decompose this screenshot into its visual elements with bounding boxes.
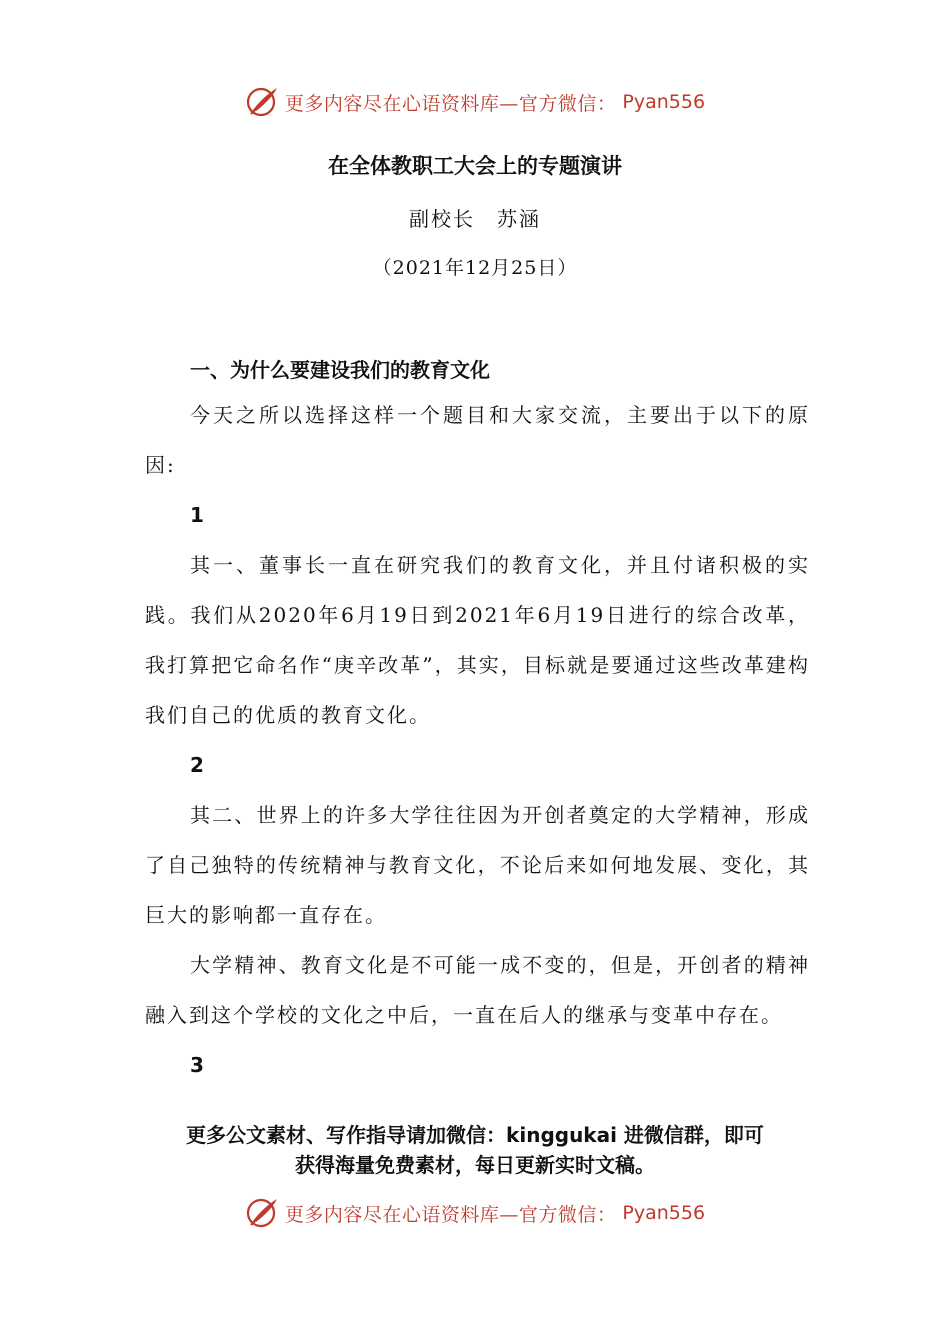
quill-pen-logo-icon: [245, 84, 281, 120]
promo-line-1: 更多公文素材、写作指导请加微信：kinggukai 进微信群，即可: [186, 1123, 764, 1147]
paragraph: 其二、世界上的许多大学往往因为开创者奠定的大学精神，形成了自己独特的传统精神与教育文化，不论后来如何地发展、变化，其巨大的影响都一直存在。: [145, 803, 810, 927]
header-watermark: [0, 82, 950, 122]
document-date: （2021年12月25日）: [372, 257, 578, 279]
paragraph: 大学精神、教育文化是不可能一成不变的，但是，开创者的精神融入到这个学校的文化之中后，一直在后人的继承与变革中存在。: [145, 953, 810, 1027]
promo-notice: [0, 1120, 950, 1180]
document-author: 副校长 苏涵: [409, 207, 541, 231]
watermark-text: 更多内容尽在心语资料库—官方微信：: [284, 92, 617, 115]
footer-watermark: [0, 1193, 950, 1233]
document-body: [145, 350, 810, 1090]
promo-line-2: 获得海量免费素材，每日更新实时文稿。: [295, 1153, 655, 1177]
item-number: 3: [190, 1053, 204, 1077]
watermark-wechat-id: Pyan556: [622, 91, 706, 113]
document-title: 在全体教职工大会上的专题演讲: [328, 154, 622, 178]
paragraph: 其一、董事长一直在研究我们的教育文化，并且付诸积极的实践。我们从2020年6月19日到2021年6月19日进行的综合改革，我打算把它命名作“庚辛改革”，其实，目标就是要通过这些改革建构我们自己的优质的教育文化。: [145, 553, 810, 727]
watermark-wechat-id: Pyan556: [622, 1202, 706, 1224]
item-number: 1: [190, 503, 204, 527]
intro-paragraph: 今天之所以选择这样一个题目和大家交流，主要出于以下的原因:: [145, 403, 810, 477]
quill-pen-logo-icon: [245, 1195, 281, 1231]
section-heading: 一、为什么要建设我们的教育文化: [190, 358, 490, 382]
item-number: 2: [190, 753, 204, 777]
watermark-text: 更多内容尽在心语资料库—官方微信：: [284, 1203, 617, 1226]
